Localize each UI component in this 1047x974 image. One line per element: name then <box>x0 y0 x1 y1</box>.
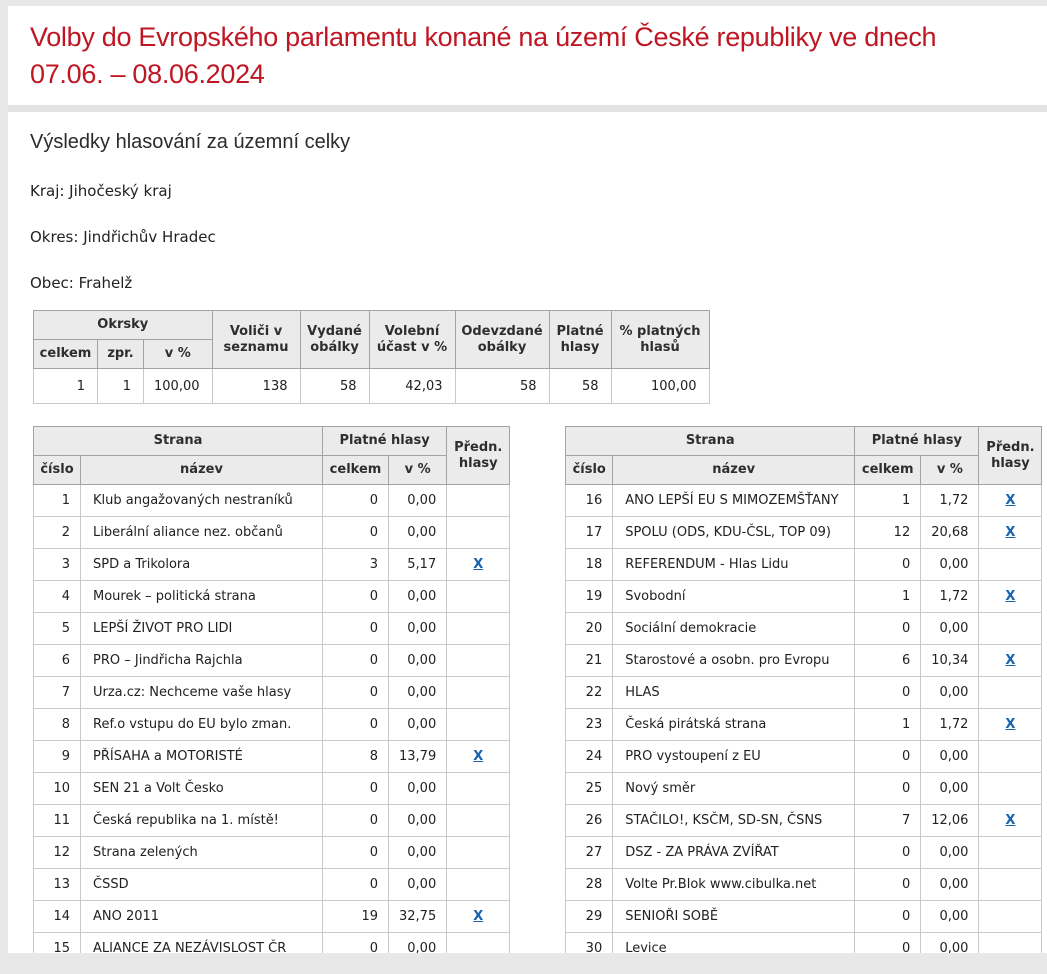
party-row <box>34 741 510 773</box>
header-pct-platnych: % platných hlasů <box>611 311 709 369</box>
party-name-cell: DSZ - ZA PRÁVA ZVÍŘAT <box>613 837 855 869</box>
party-pref-cell <box>979 677 1042 709</box>
party-row <box>566 645 1042 677</box>
pref-votes-link[interactable]: X <box>1005 813 1016 828</box>
party-number-cell: 22 <box>566 677 613 709</box>
header-volici-v-seznamu: Voliči v seznamu <box>212 311 300 369</box>
party-number-cell: 16 <box>566 485 613 517</box>
party-pct-cell: 0,00 <box>389 645 447 677</box>
header-vpct: v % <box>921 456 979 485</box>
pref-votes-link[interactable]: X <box>473 557 484 572</box>
pref-votes-link[interactable]: X <box>1005 717 1016 732</box>
party-number-cell: 11 <box>34 805 81 837</box>
header-strana: Strana <box>34 427 323 456</box>
party-row <box>566 485 1042 517</box>
party-row <box>34 485 510 517</box>
party-pct-cell: 0,00 <box>389 581 447 613</box>
party-row <box>566 773 1042 805</box>
kraj-line: Kraj: Jihočeský kraj <box>30 182 172 200</box>
party-pref-cell <box>979 805 1042 837</box>
party-name-cell: ČSSD <box>81 869 323 901</box>
party-row <box>566 517 1042 549</box>
party-number-cell: 1 <box>34 485 81 517</box>
party-votes-cell: 0 <box>323 869 389 901</box>
party-number-cell: 18 <box>566 549 613 581</box>
party-votes-cell: 0 <box>323 581 389 613</box>
party-number-cell: 19 <box>566 581 613 613</box>
summary-value-cell: 42,03 <box>369 369 455 404</box>
page-title-line2: 07.06. – 08.06.2024 <box>30 59 265 89</box>
party-pref-cell <box>447 773 510 805</box>
party-pref-cell <box>979 549 1042 581</box>
header-okrsky-zpr: zpr. <box>98 340 144 369</box>
party-table-left <box>33 426 510 953</box>
party-number-cell: 17 <box>566 517 613 549</box>
party-row <box>566 805 1042 837</box>
header-platne-hlasy: Platné hlasy <box>549 311 611 369</box>
party-pct-cell: 0,00 <box>921 613 979 645</box>
pref-votes-link[interactable]: X <box>1005 589 1016 604</box>
party-table-right <box>565 426 1042 953</box>
party-number-cell: 15 <box>34 933 81 954</box>
party-pct-cell: 12,06 <box>921 805 979 837</box>
party-pref-cell <box>447 933 510 954</box>
party-votes-cell: 0 <box>855 837 921 869</box>
party-votes-cell: 12 <box>855 517 921 549</box>
party-row <box>566 741 1042 773</box>
party-name-cell: STAČILO!, KSČM, SD-SN, ČSNS <box>613 805 855 837</box>
party-pref-cell <box>447 901 510 933</box>
party-row <box>566 549 1042 581</box>
party-name-cell: Levice <box>613 933 855 954</box>
party-pref-cell <box>447 837 510 869</box>
party-number-cell: 29 <box>566 901 613 933</box>
party-name-cell: PRO vystoupení z EU <box>613 741 855 773</box>
pref-votes-link[interactable]: X <box>1005 653 1016 668</box>
party-pct-cell: 0,00 <box>921 741 979 773</box>
party-pct-cell: 0,00 <box>389 805 447 837</box>
party-pct-cell: 0,00 <box>921 677 979 709</box>
party-pct-cell: 0,00 <box>921 869 979 901</box>
party-row <box>34 805 510 837</box>
party-name-cell: Mourek – politická strana <box>81 581 323 613</box>
party-row <box>566 933 1042 954</box>
okres-line: Okres: Jindřichův Hradec <box>30 228 216 246</box>
party-name-cell: HLAS <box>613 677 855 709</box>
party-name-cell: SPD a Trikolora <box>81 549 323 581</box>
party-votes-cell: 0 <box>323 933 389 954</box>
party-name-cell: Nový směr <box>613 773 855 805</box>
party-votes-cell: 1 <box>855 485 921 517</box>
party-pct-cell: 0,00 <box>389 517 447 549</box>
party-name-cell: SENIOŘI SOBĚ <box>613 901 855 933</box>
party-pct-cell: 0,00 <box>921 933 979 954</box>
party-name-cell: SEN 21 a Volt Česko <box>81 773 323 805</box>
party-row <box>566 613 1042 645</box>
party-votes-cell: 3 <box>323 549 389 581</box>
party-votes-cell: 1 <box>855 709 921 741</box>
party-pref-cell <box>447 517 510 549</box>
party-name-cell: Volte Pr.Blok www.cibulka.net <box>613 869 855 901</box>
party-votes-cell: 0 <box>855 549 921 581</box>
party-pct-cell: 20,68 <box>921 517 979 549</box>
header-cislo: číslo <box>566 456 613 485</box>
party-pct-cell: 13,79 <box>389 741 447 773</box>
party-number-cell: 6 <box>34 645 81 677</box>
party-name-cell: Urza.cz: Nechceme vaše hlasy <box>81 677 323 709</box>
party-number-cell: 10 <box>34 773 81 805</box>
party-name-cell: Liberální aliance nez. občanů <box>81 517 323 549</box>
party-pct-cell: 0,00 <box>389 837 447 869</box>
party-pref-cell <box>979 517 1042 549</box>
header-okrsky-vpct: v % <box>144 340 213 369</box>
party-name-cell: REFERENDUM - Hlas Lidu <box>613 549 855 581</box>
header-predn-hlasy: Předn. hlasy <box>447 427 510 485</box>
party-votes-cell: 1 <box>855 581 921 613</box>
party-number-cell: 8 <box>34 709 81 741</box>
party-pref-cell <box>447 645 510 677</box>
party-pct-cell: 0,00 <box>389 613 447 645</box>
party-votes-cell: 0 <box>323 773 389 805</box>
party-number-cell: 2 <box>34 517 81 549</box>
party-number-cell: 9 <box>34 741 81 773</box>
title-divider <box>8 105 1047 112</box>
party-pref-cell <box>979 933 1042 954</box>
party-name-cell: Sociální demokracie <box>613 613 855 645</box>
party-votes-cell: 0 <box>855 773 921 805</box>
party-name-cell: Klub angažovaných nestraníků <box>81 485 323 517</box>
party-votes-cell: 0 <box>855 741 921 773</box>
party-votes-cell: 0 <box>855 933 921 954</box>
party-number-cell: 27 <box>566 837 613 869</box>
party-votes-cell: 6 <box>855 645 921 677</box>
header-predn-hlasy: Předn. hlasy <box>979 427 1042 485</box>
party-pref-cell <box>979 485 1042 517</box>
party-pct-cell: 1,72 <box>921 709 979 741</box>
header-nazev: název <box>81 456 323 485</box>
party-pref-cell <box>979 901 1042 933</box>
pref-votes-link[interactable]: X <box>1005 493 1016 508</box>
party-number-cell: 20 <box>566 613 613 645</box>
summary-value-cell: 100,00 <box>611 369 709 404</box>
party-pref-cell <box>447 613 510 645</box>
party-name-cell: ANO LEPŠÍ EU S MIMOZEMŠŤANY <box>613 485 855 517</box>
obec-line: Obec: Frahelž <box>30 274 133 292</box>
party-pct-cell: 1,72 <box>921 581 979 613</box>
party-row <box>566 677 1042 709</box>
pref-votes-link[interactable]: X <box>473 749 484 764</box>
party-pref-cell <box>979 773 1042 805</box>
party-votes-cell: 8 <box>323 741 389 773</box>
header-cislo: číslo <box>34 456 81 485</box>
party-row <box>34 869 510 901</box>
party-votes-cell: 0 <box>855 677 921 709</box>
party-number-cell: 5 <box>34 613 81 645</box>
party-pref-cell <box>979 741 1042 773</box>
party-row <box>566 837 1042 869</box>
party-votes-cell: 0 <box>323 517 389 549</box>
party-pref-cell <box>979 837 1042 869</box>
party-votes-cell: 19 <box>323 901 389 933</box>
party-row <box>566 709 1042 741</box>
header-okrsky: Okrsky <box>34 311 213 340</box>
party-number-cell: 28 <box>566 869 613 901</box>
party-number-cell: 26 <box>566 805 613 837</box>
party-name-cell: Ref.o vstupu do EU bylo zman. <box>81 709 323 741</box>
header-celkem: celkem <box>855 456 921 485</box>
party-name-cell: PRO – Jindřicha Rajchla <box>81 645 323 677</box>
party-pref-cell <box>979 709 1042 741</box>
party-pref-cell <box>979 581 1042 613</box>
party-votes-cell: 0 <box>323 677 389 709</box>
party-name-cell: Česká pirátská strana <box>613 709 855 741</box>
party-row <box>34 837 510 869</box>
party-number-cell: 25 <box>566 773 613 805</box>
summary-header-row-1 <box>34 311 710 340</box>
party-pref-cell <box>447 805 510 837</box>
header-odevzdane-obalky: Odevzdané obálky <box>455 311 549 369</box>
party-pct-cell: 0,00 <box>389 709 447 741</box>
summary-value-cell: 58 <box>455 369 549 404</box>
party-row <box>34 901 510 933</box>
party-pct-cell: 0,00 <box>921 837 979 869</box>
header-vpct: v % <box>389 456 447 485</box>
header-platne-hlasy: Platné hlasy <box>323 427 447 456</box>
party-pct-cell: 5,17 <box>389 549 447 581</box>
party-row <box>566 869 1042 901</box>
party-number-cell: 4 <box>34 581 81 613</box>
pref-votes-link[interactable]: X <box>473 909 484 924</box>
header-strana: Strana <box>566 427 855 456</box>
party-pct-cell: 0,00 <box>389 677 447 709</box>
party-number-cell: 3 <box>34 549 81 581</box>
party-votes-cell: 0 <box>323 645 389 677</box>
party-votes-cell: 0 <box>855 869 921 901</box>
party-pref-cell <box>979 869 1042 901</box>
party-pref-cell <box>447 485 510 517</box>
party-pct-cell: 0,00 <box>389 933 447 954</box>
party-number-cell: 23 <box>566 709 613 741</box>
party-row <box>34 613 510 645</box>
party-name-cell: LEPŠÍ ŽIVOT PRO LIDI <box>81 613 323 645</box>
party-row <box>566 901 1042 933</box>
party-pct-cell: 0,00 <box>921 901 979 933</box>
party-pref-cell <box>447 581 510 613</box>
summary-value-cell: 138 <box>212 369 300 404</box>
party-number-cell: 21 <box>566 645 613 677</box>
party-row <box>34 645 510 677</box>
party-number-cell: 14 <box>34 901 81 933</box>
summary-value-cell: 58 <box>549 369 611 404</box>
party-tables-container <box>8 426 1047 953</box>
header-volebni-ucast: Volební účast v % <box>369 311 455 369</box>
turnout-summary-table <box>33 310 710 404</box>
page-title <box>30 19 1007 93</box>
summary-value-cell: 1 <box>98 369 144 404</box>
summary-value-cell: 1 <box>34 369 98 404</box>
party-pref-cell <box>447 869 510 901</box>
party-votes-cell: 0 <box>323 485 389 517</box>
party-name-cell: Strana zelených <box>81 837 323 869</box>
header-celkem: celkem <box>323 456 389 485</box>
party-pct-cell: 0,00 <box>389 869 447 901</box>
party-name-cell: Česká republika na 1. místě! <box>81 805 323 837</box>
party-row <box>34 517 510 549</box>
party-pref-cell <box>447 677 510 709</box>
party-row <box>34 549 510 581</box>
party-pref-cell <box>447 709 510 741</box>
party-votes-cell: 0 <box>855 901 921 933</box>
party-number-cell: 7 <box>34 677 81 709</box>
party-votes-cell: 0 <box>323 709 389 741</box>
pref-votes-link[interactable]: X <box>1005 525 1016 540</box>
page-content <box>8 6 1047 953</box>
party-row <box>34 933 510 954</box>
party-row <box>34 581 510 613</box>
party-number-cell: 24 <box>566 741 613 773</box>
party-row <box>34 773 510 805</box>
header-platne-hlasy: Platné hlasy <box>855 427 979 456</box>
party-pct-cell: 0,00 <box>921 773 979 805</box>
page-title-line1: Volby do Evropského parlamentu konané na území České republiky ve dnech <box>30 22 937 52</box>
party-pct-cell: 10,34 <box>921 645 979 677</box>
party-number-cell: 12 <box>34 837 81 869</box>
party-pref-cell <box>447 549 510 581</box>
header-okrsky-celkem: celkem <box>34 340 98 369</box>
summary-value-cell: 58 <box>300 369 369 404</box>
party-votes-cell: 0 <box>323 805 389 837</box>
results-subtitle: Výsledky hlasování za územní celky <box>30 131 351 153</box>
party-pref-cell <box>979 613 1042 645</box>
header-vydane-obalky: Vydané obálky <box>300 311 369 369</box>
party-number-cell: 13 <box>34 869 81 901</box>
party-row <box>566 581 1042 613</box>
party-row <box>34 709 510 741</box>
summary-value-cell: 100,00 <box>144 369 213 404</box>
party-pct-cell: 0,00 <box>389 485 447 517</box>
summary-values-row <box>34 369 710 404</box>
party-row <box>34 677 510 709</box>
party-name-cell: SPOLU (ODS, KDU-ČSL, TOP 09) <box>613 517 855 549</box>
party-pct-cell: 32,75 <box>389 901 447 933</box>
party-votes-cell: 7 <box>855 805 921 837</box>
party-pct-cell: 0,00 <box>389 773 447 805</box>
party-number-cell: 30 <box>566 933 613 954</box>
party-pct-cell: 1,72 <box>921 485 979 517</box>
party-name-cell: PŘÍSAHA a MOTORISTÉ <box>81 741 323 773</box>
party-name-cell: Starostové a osobn. pro Evropu <box>613 645 855 677</box>
header-nazev: název <box>613 456 855 485</box>
party-name-cell: Svobodní <box>613 581 855 613</box>
party-votes-cell: 0 <box>855 613 921 645</box>
party-votes-cell: 0 <box>323 837 389 869</box>
party-name-cell: ANO 2011 <box>81 901 323 933</box>
party-votes-cell: 0 <box>323 613 389 645</box>
party-pct-cell: 0,00 <box>921 549 979 581</box>
party-name-cell: ALIANCE ZA NEZÁVISLOST ČR <box>81 933 323 954</box>
party-pref-cell <box>979 645 1042 677</box>
party-pref-cell <box>447 741 510 773</box>
